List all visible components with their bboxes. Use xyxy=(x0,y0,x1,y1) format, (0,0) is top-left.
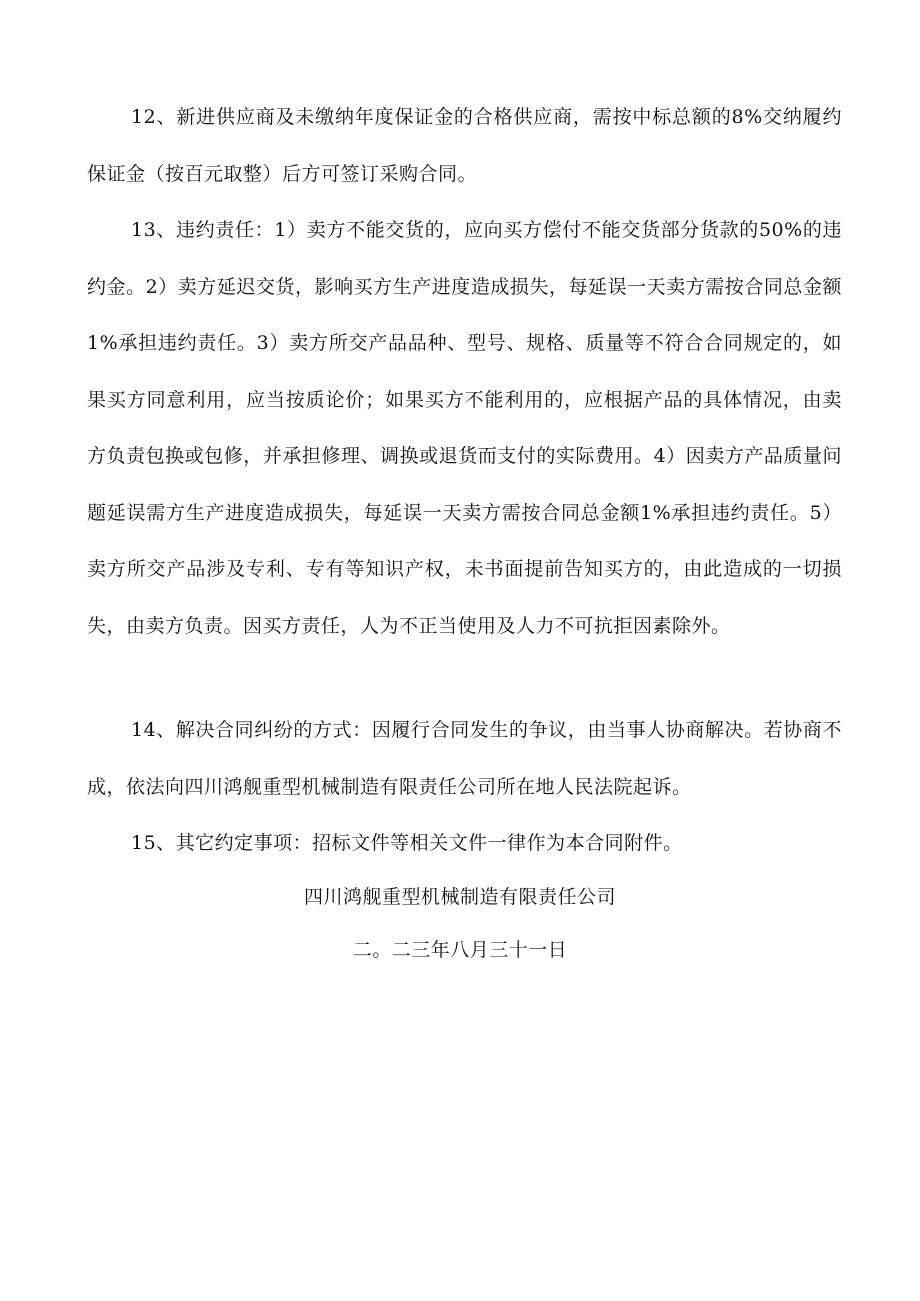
clause-15-other-terms: 15、其它约定事项：招标文件等相关文件一律作为本合同附件。 xyxy=(131,832,683,854)
signature-company: 四川鸿舰重型机械制造有限责任公司 xyxy=(303,886,616,908)
clause-13-liability: 13、违约责任：1）卖方不能交货的，应向买方偿付不能交货部分货款的50%的违约金。2）卖方延迟交货，影响买方生产进度造成损失，每延误一天卖方需按合同总金额1%承担违约责任。3）卖方所交产品品种、型号、规格、质量等不符合合同规定的，如果买方同意利用，应当按质论价；如果买方不能利用的，应根据产品的具体情况，由卖方负责包换或包修，并承担修理、调换或退货而支付的实际费用。4）因卖方产品质量问题延误需方生产进度造成损失，每延误一天卖方需按合同总金额1%承担违约责任。5）卖方所交产品涉及专利、专有等知识产权，未书面提前告知买方的，由此造成的一切损失，由卖方负责。因买方责任，人为不正当使用及人力不可抗拒因素除外。 xyxy=(87,219,842,637)
signature-date: 二。二三年八月三十一日 xyxy=(352,939,568,961)
clause-12: 12、新进供应商及未缴纳年度保证金的合格供应商，需按中标总额的8%交纳履约保证金（按百元取整）后方可签订采购合同。 xyxy=(87,106,842,185)
clause-14-dispute-resolution: 14、解决合同纠纷的方式：因履行合同发生的争议，由当事人协商解决。若协商不成，依法向四川鸿舰重型机械制造有限责任公司所在地人民法院起诉。 xyxy=(87,719,842,798)
